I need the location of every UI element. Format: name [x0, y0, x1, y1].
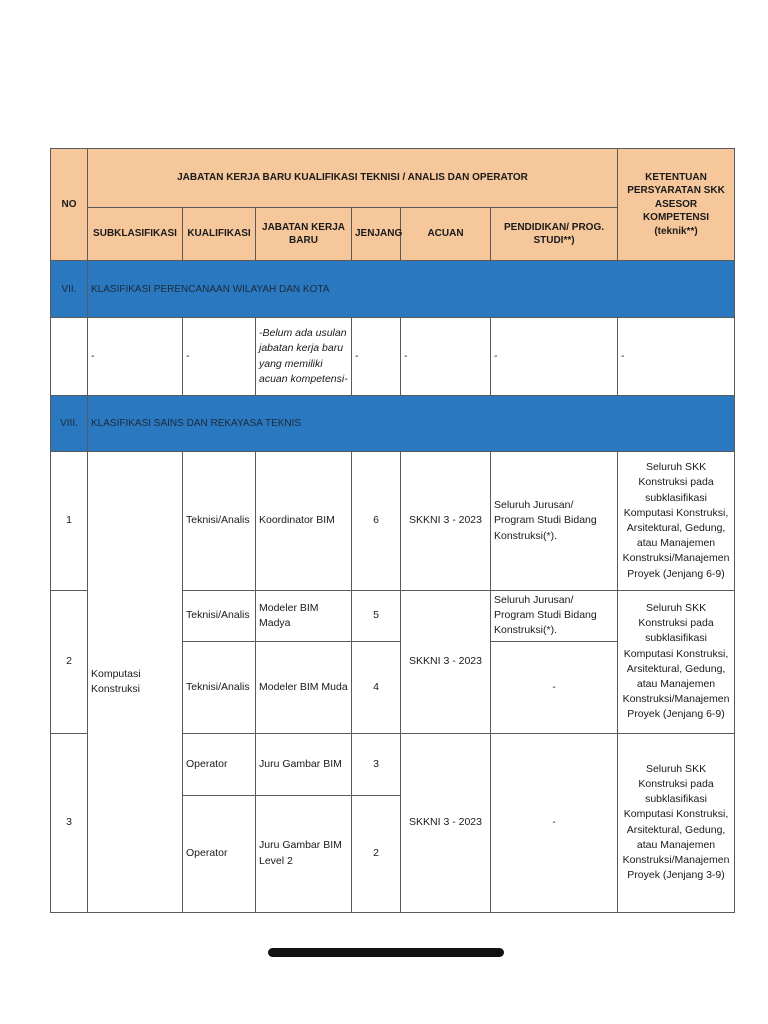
- row-3a-kualifikasi: Operator: [183, 733, 256, 795]
- header-pendidikan: PENDIDIKAN/ PROG. STUDI**): [491, 208, 618, 261]
- section-vii-number: VII.: [51, 261, 88, 318]
- row-1-acuan: SKKNI 3 - 2023: [401, 452, 491, 591]
- row-3-pendidikan: -: [491, 733, 618, 912]
- header-subklasifikasi: SUBKLASIFIKASI: [88, 208, 183, 261]
- header-ketentuan-text: KETENTUAN PERSYARATAN SKK ASESOR KOMPETENSI (teknik**): [627, 171, 725, 237]
- row-1-jenjang: 6: [352, 452, 401, 591]
- row-2b-kualifikasi: Teknisi/Analis: [183, 641, 256, 733]
- header-kualifikasi: KUALIFIKASI: [183, 208, 256, 261]
- row-2b-pendidikan: -: [491, 641, 618, 733]
- row-1-jabatan: Koordinator BIM: [256, 452, 352, 591]
- row-1-pendidikan: Seluruh Jurusan/ Program Studi Bidang Konstruksi(*).: [491, 452, 618, 591]
- header-no: NO: [51, 149, 88, 261]
- section-viii-number: VIII.: [51, 396, 88, 452]
- row-2-ketentuan: Seluruh SKK Konstruksi pada subklasifikasi Komputasi Konstruksi, Arsitektural, Gedung, atau Manajemen Konstruksi/Manajemen Proyek (Jenjang 6-9): [618, 591, 735, 734]
- row-3a-jabatan: Juru Gambar BIM: [256, 733, 352, 795]
- row-2b-jabatan: Modeler BIM Muda: [256, 641, 352, 733]
- row-3b-kualifikasi: Operator: [183, 795, 256, 912]
- header-main-title: JABATAN KERJA BARU KUALIFIKASI TEKNISI / ANALIS DAN OPERATOR: [88, 149, 618, 208]
- row-2a-kualifikasi: Teknisi/Analis: [183, 591, 256, 642]
- section-vii-subklasifikasi: -: [88, 318, 183, 396]
- header-acuan: ACUAN: [401, 208, 491, 261]
- jabatan-kerja-table: [50, 148, 735, 913]
- row-3a-jenjang: 3: [352, 733, 401, 795]
- row-3b-jenjang: 2: [352, 795, 401, 912]
- section-vii-note: -Belum ada usulan jabatan kerja baru yang memiliki acuan kompetensi-: [256, 318, 352, 396]
- section-vii-pendidikan: -: [491, 318, 618, 396]
- section-vii-title: KLASIFIKASI PERENCANAAN WILAYAH DAN KOTA: [88, 261, 735, 318]
- row-2a-jenjang: 5: [352, 591, 401, 642]
- section-vii-no-cell: [51, 318, 88, 396]
- home-indicator-bar[interactable]: [268, 948, 504, 957]
- header-ketentuan: [618, 149, 735, 261]
- row-2b-jenjang: 4: [352, 641, 401, 733]
- header-jabatan: JABATAN KERJA BARU: [256, 208, 352, 261]
- header-jenjang: JENJANG: [352, 208, 401, 261]
- section-vii-ketentuan: -: [618, 318, 735, 396]
- row-3-ketentuan: Seluruh SKK Konstruksi pada subklasifikasi Komputasi Konstruksi, Arsitektural, Gedung, atau Manajemen Konstruksi/Manajemen Proyek (Jenjang 3-9): [618, 733, 735, 912]
- row-1-ketentuan: Seluruh SKK Konstruksi pada subklasifikasi Komputasi Konstruksi, Arsitektural, Gedung, atau Manajemen Konstruksi/Manajemen Proyek (Jenjang 6-9): [618, 452, 735, 591]
- row-2-acuan: SKKNI 3 - 2023: [401, 591, 491, 734]
- row-3-no: 3: [51, 733, 88, 912]
- row-1-no: 1: [51, 452, 88, 591]
- subklasifikasi-komputasi: Komputasi Konstruksi: [88, 452, 183, 913]
- row-3-acuan: SKKNI 3 - 2023: [401, 733, 491, 912]
- row-1-kualifikasi: Teknisi/Analis: [183, 452, 256, 591]
- section-vii-jenjang: -: [352, 318, 401, 396]
- row-3b-jabatan: Juru Gambar BIM Level 2: [256, 795, 352, 912]
- section-vii-acuan: -: [401, 318, 491, 396]
- section-viii-title: KLASIFIKASI SAINS DAN REKAYASA TEKNIS: [88, 396, 735, 452]
- row-2a-pendidikan: Seluruh Jurusan/ Program Studi Bidang Konstruksi(*).: [491, 591, 618, 642]
- row-2-no: 2: [51, 591, 88, 734]
- section-vii-kualifikasi: -: [183, 318, 256, 396]
- row-2a-jabatan: Modeler BIM Madya: [256, 591, 352, 642]
